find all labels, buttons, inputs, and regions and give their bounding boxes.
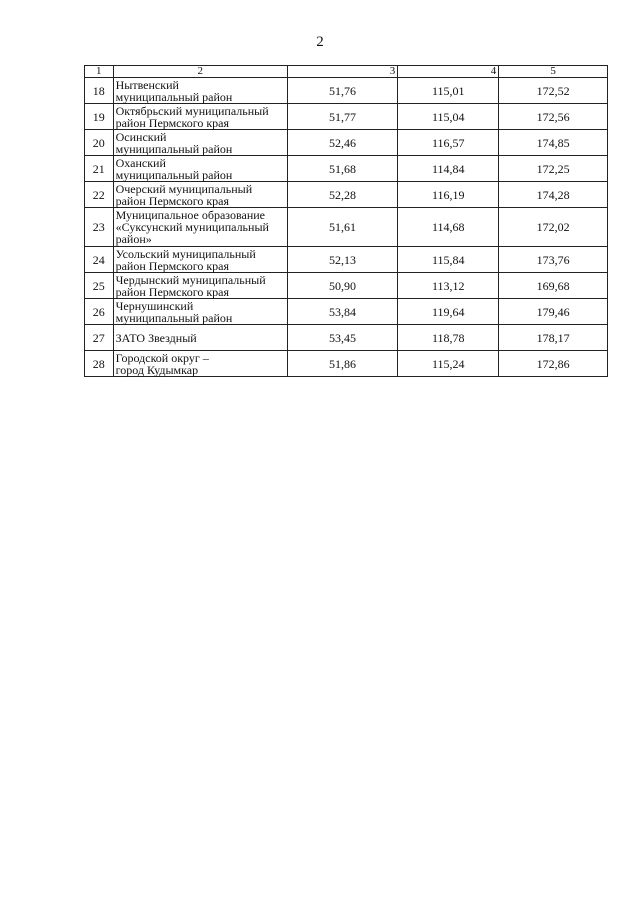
- municipality-name-cell: [113, 182, 287, 208]
- header-cell-3: 3: [287, 66, 397, 78]
- value-col4-cell: 113,12: [398, 273, 499, 299]
- municipality-name-cell: [113, 130, 287, 156]
- municipality-name-cell: [113, 351, 287, 377]
- municipality-name-cell: [113, 325, 287, 351]
- value-col3-cell: 52,46: [287, 130, 397, 156]
- municipality-name-cell: [113, 156, 287, 182]
- value-col5-cell: 172,86: [499, 351, 608, 377]
- header-cell-4: 4: [398, 66, 499, 78]
- value-col4-cell: 115,04: [398, 104, 499, 130]
- table-body: [85, 78, 608, 377]
- value-col3-cell: 51,86: [287, 351, 397, 377]
- row-number-cell: 19: [85, 104, 114, 130]
- table-row: [85, 182, 608, 208]
- value-col5-cell: 172,25: [499, 156, 608, 182]
- value-col3-cell: 53,45: [287, 325, 397, 351]
- value-col3-cell: 53,84: [287, 299, 397, 325]
- header-cell-1: 1: [85, 66, 114, 78]
- value-col3-cell: 51,61: [287, 208, 397, 247]
- value-col5-cell: 169,68: [499, 273, 608, 299]
- value-col5-cell: 172,56: [499, 104, 608, 130]
- value-col5-cell: 174,85: [499, 130, 608, 156]
- table-row: [85, 156, 608, 182]
- table-row: [85, 247, 608, 273]
- municipality-name-cell: [113, 247, 287, 273]
- header-cell-5: 5: [499, 66, 608, 78]
- municipality-name: Усольский муниципальный район Пермского края: [115, 246, 256, 273]
- table-header-row: [85, 66, 608, 78]
- municipality-name: Оханский муниципальный район: [115, 155, 233, 182]
- table-row: [85, 78, 608, 104]
- data-table: [84, 65, 608, 377]
- table-row: [85, 130, 608, 156]
- row-number-cell: 24: [85, 247, 114, 273]
- value-col5-cell: 174,28: [499, 182, 608, 208]
- value-col3-cell: 51,76: [287, 78, 397, 104]
- value-col4-cell: 115,01: [398, 78, 499, 104]
- value-col4-cell: 119,64: [398, 299, 499, 325]
- municipality-name-cell: [113, 78, 287, 104]
- municipality-name: Чердынский муниципальный район Пермского края: [115, 272, 266, 299]
- value-col4-cell: 115,84: [398, 247, 499, 273]
- municipality-name: Муниципальное образование «Суксунский муниципальный район»: [115, 208, 269, 246]
- value-col5-cell: 173,76: [499, 247, 608, 273]
- table-row: [85, 325, 608, 351]
- municipality-name: Нытвенский муниципальный район: [115, 77, 233, 104]
- table-row: [85, 104, 608, 130]
- value-col3-cell: 51,68: [287, 156, 397, 182]
- table-row: [85, 273, 608, 299]
- municipality-name-cell: [113, 273, 287, 299]
- page-number: 2: [316, 34, 324, 50]
- value-col5-cell: 179,46: [499, 299, 608, 325]
- value-col3-cell: 51,77: [287, 104, 397, 130]
- municipality-name: Осинский муниципальный район: [115, 129, 233, 156]
- header-cell-2: 2: [113, 66, 287, 78]
- table-row: [85, 299, 608, 325]
- municipality-name-cell: [113, 208, 287, 247]
- row-number-cell: 28: [85, 351, 114, 377]
- value-col5-cell: 172,02: [499, 208, 608, 247]
- value-col4-cell: 116,19: [398, 182, 499, 208]
- row-number-cell: 21: [85, 156, 114, 182]
- municipality-name: Городской округ – город Кудымкар: [115, 350, 209, 377]
- value-col4-cell: 114,68: [398, 208, 499, 247]
- table-row: [85, 351, 608, 377]
- value-col4-cell: 114,84: [398, 156, 499, 182]
- value-col5-cell: 172,52: [499, 78, 608, 104]
- row-number-cell: 27: [85, 325, 114, 351]
- municipality-name: ЗАТО Звездный: [115, 330, 197, 345]
- row-number-cell: 25: [85, 273, 114, 299]
- value-col4-cell: 118,78: [398, 325, 499, 351]
- value-col3-cell: 50,90: [287, 273, 397, 299]
- row-number-cell: 23: [85, 208, 114, 247]
- row-number-cell: 26: [85, 299, 114, 325]
- municipality-name: Очерский муниципальный район Пермского края: [115, 181, 253, 208]
- row-number-cell: 22: [85, 182, 114, 208]
- municipality-name: Чернушинский муниципальный район: [115, 298, 233, 325]
- municipality-name: Октябрьский муниципальный район Пермского края: [115, 103, 269, 130]
- value-col4-cell: 116,57: [398, 130, 499, 156]
- value-col3-cell: 52,28: [287, 182, 397, 208]
- value-col5-cell: 178,17: [499, 325, 608, 351]
- value-col3-cell: 52,13: [287, 247, 397, 273]
- row-number-cell: 18: [85, 78, 114, 104]
- municipality-name-cell: [113, 104, 287, 130]
- table-row: [85, 208, 608, 247]
- municipality-name-cell: [113, 299, 287, 325]
- value-col4-cell: 115,24: [398, 351, 499, 377]
- row-number-cell: 20: [85, 130, 114, 156]
